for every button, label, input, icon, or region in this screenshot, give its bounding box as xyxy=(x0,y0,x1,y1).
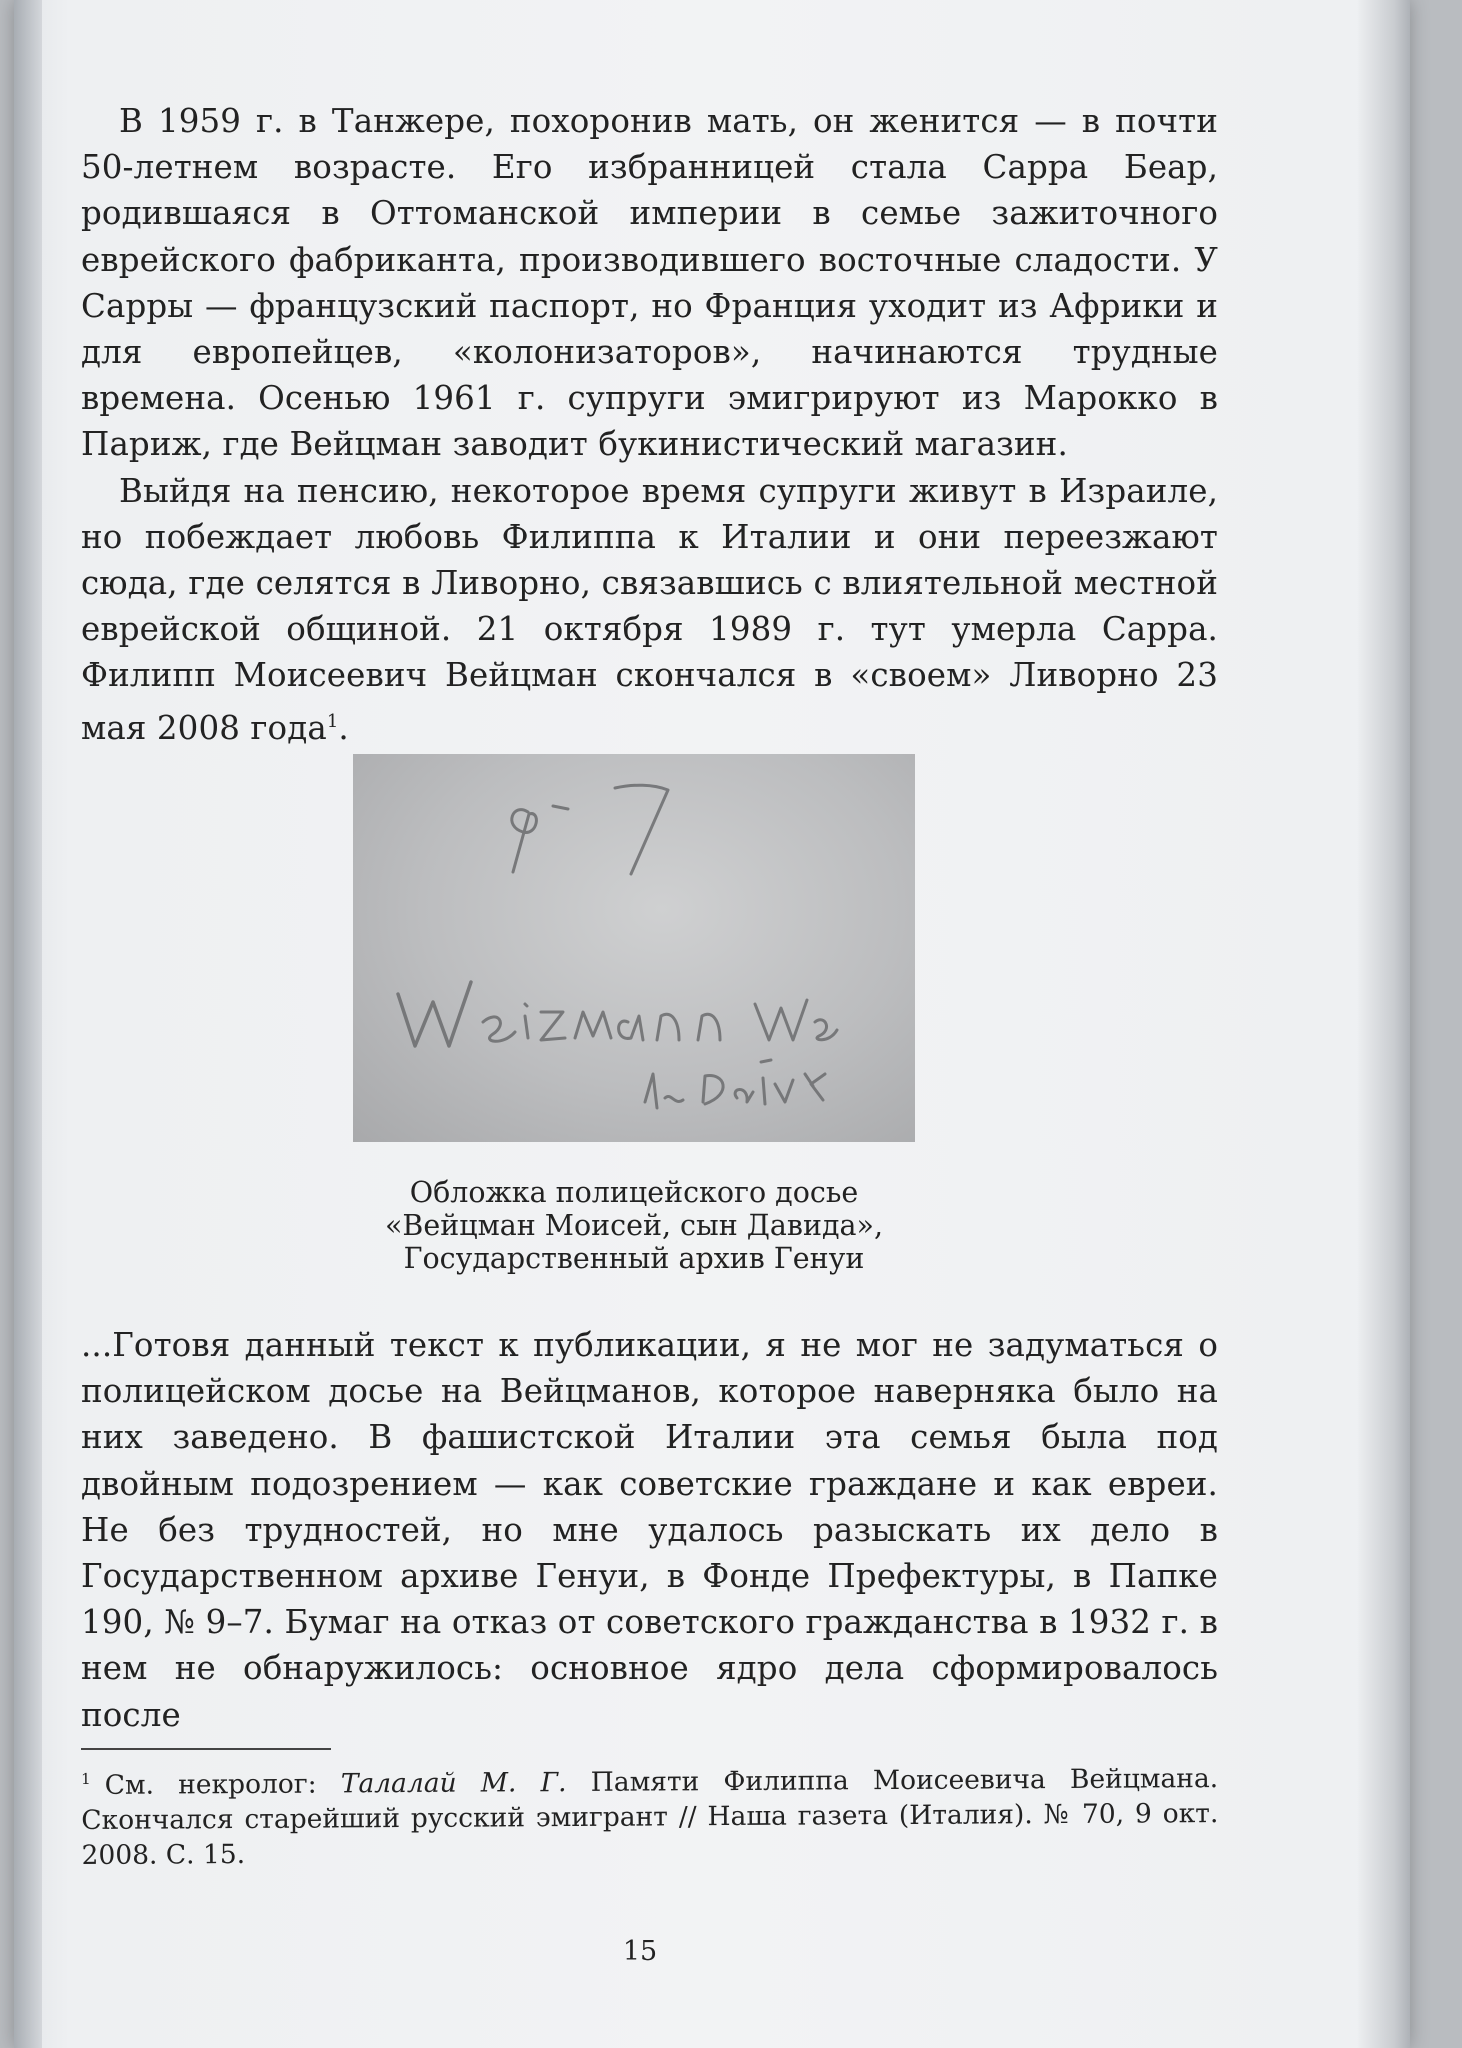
paragraph-2 xyxy=(81,468,1218,751)
page-edge xyxy=(1358,0,1410,2048)
footnote-divider xyxy=(81,1748,331,1750)
footnote-text: Памяти Филиппа Моисеевича Вейцмана. Скончался старейший русский эмигрант // Наша газета (Италия). № 70, 9 окт. 2008. С. 15. xyxy=(81,1763,1219,1871)
caption-line-3: Государственный архив Генуи xyxy=(403,1242,865,1275)
figure-caption xyxy=(300,1176,968,1275)
page-number: 15 xyxy=(622,1936,658,1967)
footnote-author: Талалай М. Г. xyxy=(340,1767,567,1800)
paragraph-3: ...Готовя данный текст к публикации, я не мог не задуматься о полицейском досье на Вейцманов, которое наверняка было на них заведено. В фашистской Италии эта семья была под двойным подозрением — как советские граждане и как евреи. Не без трудностей, но мне удалось разыскать их дело в Государственном архиве Генуи, в Фонде Префектуры, в Папке 190, № 9–7. Бумаг на отказ от советского гражданства в 1932 г. в нем не обнаружилось: основное ядро дела сформировалось после xyxy=(81,1326,1218,1734)
caption-line-1: Обложка полицейского досье xyxy=(409,1176,859,1209)
footnote-marker: 1 xyxy=(81,1769,91,1788)
footnote xyxy=(81,1755,1219,1873)
lower-text-block xyxy=(81,1322,1218,1738)
police-dossier-cover-photo xyxy=(353,754,915,1142)
paragraph-2-end: . xyxy=(338,708,349,747)
handwriting-image xyxy=(353,754,915,1142)
footnote-reference: 1 xyxy=(326,710,339,732)
paragraph-2-text: Выйдя на пенсию, некоторое время супруги живут в Израиле, но побеждает любовь Филиппа к Италии и они переезжают сюда, где селятся в Ливорно, связавшись с влиятельной местной еврейской общиной. 21 октября 1989 г. тут умерла Сарра. Филипп Моисеевич Вейцман скончался в «своем» Ливорно 23 мая 2008 года xyxy=(81,471,1218,747)
book-spine xyxy=(14,0,42,2048)
footnote-prefix: См. некролог: xyxy=(104,1768,341,1801)
caption-line-2: «Вейцман Моисей, сын Давида», xyxy=(385,1209,883,1242)
upper-text-block xyxy=(81,98,1218,751)
paragraph-1: В 1959 г. в Танжере, похоронив мать, он женится — в почти 50-летнем возрасте. Его избранницей стала Сарра Беар, родившаяся в Оттоманской империи в семье зажиточного еврейского фабриканта, производившего восточные сладости. У Сарры — французский паспорт, но Франция уходит из Африки и для европейцев, «колонизаторов», начинаются трудные времена. Осенью 1961 г. супруги эмигрируют из Марокко в Париж, где Вейцман заводит букинистический магазин. xyxy=(81,102,1218,464)
